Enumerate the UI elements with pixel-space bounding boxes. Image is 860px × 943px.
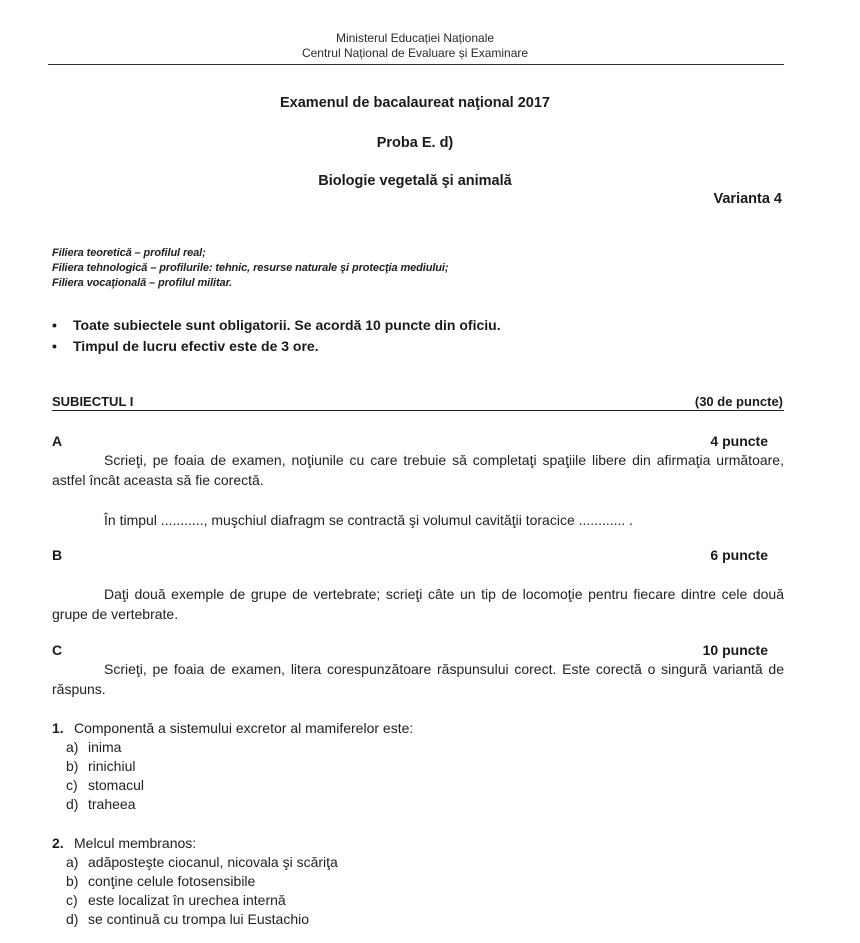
answer-option [66, 777, 144, 793]
option-letter: d) [66, 911, 79, 927]
exam-proba: Proba E. d) [376, 135, 454, 151]
option-text: inima [88, 739, 122, 755]
instruction-item [52, 338, 319, 354]
option-text: rinichiul [88, 758, 136, 774]
bullet-icon: • [52, 317, 57, 333]
question-2 [52, 835, 196, 851]
answer-option [66, 911, 309, 927]
section-c-letter: C [52, 642, 63, 658]
question-number: 2. [52, 835, 64, 851]
answer-option [66, 854, 338, 870]
answer-option [66, 796, 135, 812]
section-a-text: Scrieţi, pe foaia de examen, noţiunile cu care trebuie să completaţi spaţiile libere din afirmaţia următoare, astfel încât aceasta să fie corectă. [52, 452, 784, 488]
option-letter: a) [66, 854, 79, 870]
filiera-line: Filiera teoretică – profilul real; [52, 247, 206, 259]
section-c-instructions [52, 659, 784, 699]
section-a-letter: A [52, 433, 63, 449]
question-text: Componentă a sistemului excretor al mamiferelor este: [74, 720, 414, 736]
option-letter: c) [66, 892, 78, 908]
bullet-icon: • [52, 338, 57, 354]
header-divider [48, 64, 784, 65]
option-text: adăposteşte ciocanul, nicovala şi scăriţa [88, 854, 338, 870]
answer-option [66, 739, 121, 755]
section-b-letter: B [52, 547, 63, 563]
option-text: stomacul [88, 777, 145, 793]
instruction-item [52, 317, 501, 333]
filiera-line: Filiera tehnologică – profilurile: tehnic, resurse naturale şi protecţia mediului; [52, 262, 449, 274]
section-a-instructions [52, 450, 784, 490]
ministry-name: Ministerul Educației Naționale [335, 31, 495, 45]
option-text: este localizat în urechea internă [88, 892, 286, 908]
option-letter: b) [66, 873, 79, 889]
question-text: Melcul membranos: [74, 835, 197, 851]
answer-option [66, 758, 135, 774]
subject-points: (30 de puncte) [694, 394, 783, 409]
section-b-instructions [52, 584, 784, 624]
section-b-text: Daţi două exemple de grupe de vertebrate; scrieţi câte un tip de locomoţie pentru fiecare dintre cele două grupe de vertebrate. [52, 586, 784, 622]
exam-subject: Biologie vegetală şi animală [318, 173, 512, 189]
subject-title: SUBIECTUL I [52, 394, 134, 409]
center-name: Centrul Național de Evaluare și Examinare [301, 46, 529, 60]
answer-option [66, 873, 255, 889]
option-text: se continuă cu trompa lui Eustachio [88, 911, 310, 927]
exam-variant: Varianta 4 [713, 191, 782, 207]
section-a-points: 4 puncte [710, 433, 768, 449]
section-b-points: 6 puncte [710, 547, 768, 563]
section-c-text: Scrieţi, pe foaia de examen, litera corespunzătoare răspunsului corect. Este corectă o singură variantă de răspuns. [52, 661, 784, 697]
option-text: traheea [88, 796, 136, 812]
option-letter: a) [66, 739, 79, 755]
question-number: 1. [52, 720, 64, 736]
instruction-text: Timpul de lucru efectiv este de 3 ore. [73, 338, 319, 354]
option-text: conţine celule fotosensibile [88, 873, 256, 889]
instruction-text: Toate subiectele sunt obligatorii. Se acordă 10 puncte din oficiu. [73, 317, 501, 333]
section-a-statement: În timpul ..........., muşchiul diafragm se contractă şi volumul cavităţii toracice ............ . [104, 512, 634, 528]
section-c-points: 10 puncte [702, 642, 768, 658]
question-1 [52, 720, 413, 736]
subject-underline [52, 410, 784, 411]
filiera-line: Filiera vocaţională – profilul militar. [52, 277, 233, 289]
exam-title: Examenul de bacalaureat naţional 2017 [280, 95, 550, 111]
option-letter: c) [66, 777, 78, 793]
option-letter: b) [66, 758, 79, 774]
answer-option [66, 892, 286, 908]
option-letter: d) [66, 796, 79, 812]
